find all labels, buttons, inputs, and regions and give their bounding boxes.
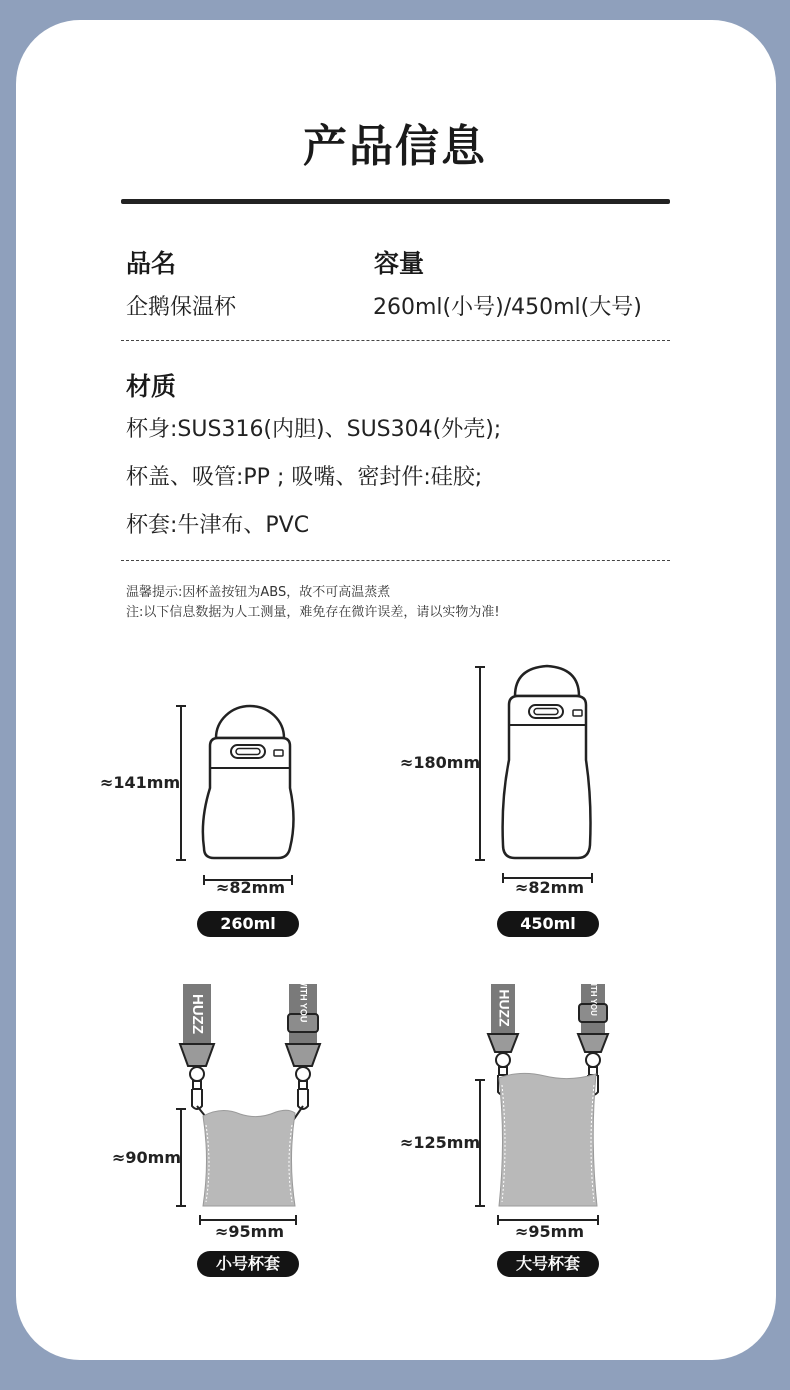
- strap-lettering-right: WITH YOU: [588, 976, 598, 1016]
- strap-lettering-left: HUZZ: [189, 994, 207, 1034]
- large-bottle-height: ≈180mm: [400, 753, 481, 772]
- large-sleeve: [475, 984, 608, 1225]
- small-sleeve-badge: 小号杯套: [197, 1251, 299, 1277]
- name-value: 企鹅保温杯: [126, 295, 237, 320]
- material-line: 杯套:牛津布、PVC: [126, 513, 310, 538]
- material-label: 材质: [126, 372, 177, 401]
- large-sleeve-badge: 大号杯套: [497, 1251, 599, 1277]
- small-sleeve-height: ≈90mm: [112, 1148, 182, 1167]
- capacity-value: 260ml(小号)/450ml(大号): [373, 295, 642, 320]
- material-line: 杯身:SUS316(内胆)、SUS304(外壳);: [126, 417, 502, 442]
- name-label: 品名: [126, 249, 177, 278]
- material-line: 杯盖、吸管:PP ; 吸嘴、密封件:硅胶;: [126, 465, 483, 490]
- capacity-label: 容量: [374, 249, 425, 278]
- large-bottle-width: ≈82mm: [515, 878, 585, 897]
- large-bottle-capacity-badge: 450ml: [497, 911, 599, 937]
- small-bottle-capacity-badge: 260ml: [197, 911, 299, 937]
- strap-lettering-right: WITH YOU: [298, 977, 309, 1023]
- page-title: 产品信息: [303, 121, 487, 172]
- large-sleeve-width: ≈95mm: [515, 1222, 585, 1241]
- small-sleeve-width: ≈95mm: [215, 1222, 285, 1241]
- small-bottle-height: ≈141mm: [100, 773, 181, 792]
- small-bottle: [176, 706, 294, 885]
- small-bottle-width: ≈82mm: [216, 878, 286, 897]
- strap-lettering-left: HUZZ: [496, 989, 513, 1027]
- large-sleeve-height: ≈125mm: [400, 1133, 481, 1152]
- disclaimer-note: 注:以下信息数据为人工测量，难免存在微许误差，请以实物为准!: [126, 605, 500, 620]
- large-bottle: [475, 666, 592, 883]
- tip-note: 温馨提示:因杯盖按钮为ABS，故不可高温蒸煮: [126, 585, 391, 600]
